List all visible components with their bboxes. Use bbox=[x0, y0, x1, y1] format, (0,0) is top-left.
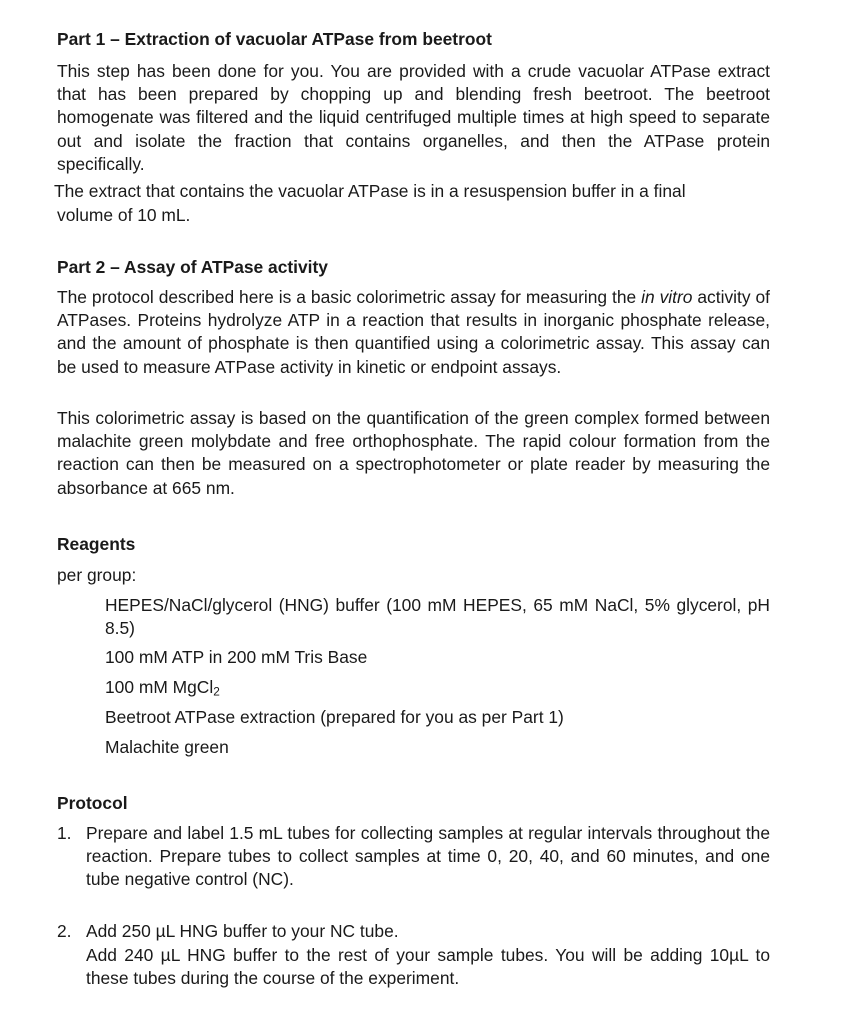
reagent-item-mgcl2: 100 mM MgCl$_2$ bbox=[105, 677, 220, 699]
part2-paragraph-1: The protocol described here is a basic colorimetric assay for measuring the in vitro activity of ATPases. Proteins hydrolyze ATP in a reaction that results in inorganic phosphate release, and the amount of phosphate is then quantified using a colorimetric assay. This assay can be used to measure ATPase activity in kinetic or endpoint assays. bbox=[57, 287, 770, 377]
reagent-item-atp: 100 mM ATP in 200 mM Tris Base bbox=[105, 647, 368, 667]
part1-paragraph-2-line1: The extract that contains the vacuolar ATPase is in a resuspension buffer in a final bbox=[54, 181, 686, 201]
part1-paragraph-2-line2: volume of 10 mL. bbox=[57, 205, 191, 225]
reagent-item-hng-buffer: HEPES/NaCl/glycerol (HNG) buffer (100 mM HEPES, 65 mM NaCl, 5% glycerol, pH 8.5) bbox=[105, 595, 770, 639]
part2-paragraph-2: This colorimetric assay is based on the quantification of the green complex formed between malachite green molybdate and free orthophosphate. The rapid colour formation from the reaction can then be measured on a spectrophotometer or plate reader by measuring the absorbance at 665 nm. bbox=[57, 408, 770, 498]
part1-heading: Part 1 – Extraction of vacuolar ATPase from beetroot bbox=[57, 29, 492, 49]
step-2-line2: Add 240 µL HNG buffer to the rest of your sample tubes. You will be adding 10µL to these tubes during the course of the experiment. bbox=[86, 945, 770, 989]
step-1-text: Prepare and label 1.5 mL tubes for collecting samples at regular intervals throughout the reaction. Prepare tubes to collect samples at time 0, 20, 40, and 60 minutes, and one tube negative control (NC). bbox=[86, 823, 770, 890]
part2-heading: Part 2 – Assay of ATPase activity bbox=[57, 257, 328, 277]
step-1-number: 1. bbox=[57, 823, 72, 843]
protocol-heading: Protocol bbox=[57, 793, 128, 813]
step-2-line1: Add 250 µL HNG buffer to your NC tube. bbox=[86, 921, 399, 941]
reagent-item-malachite-green: Malachite green bbox=[105, 737, 229, 757]
reagents-per-group: per group: bbox=[57, 565, 137, 585]
step-2-number: 2. bbox=[57, 921, 72, 941]
part1-paragraph-1: This step has been done for you. You are provided with a crude vacuolar ATPase extract that has been prepared by chopping up and blending fresh beetroot. The beetroot homogenate was filtered and the liquid centrifuged multiple times at high speed to separate out and isolate the fraction that contains organelles, and then the ATPase protein specifically. bbox=[57, 61, 770, 174]
in-vitro-italic: in vitro bbox=[641, 287, 693, 307]
reagents-heading: Reagents bbox=[57, 534, 136, 554]
reagent-item-beetroot-extract: Beetroot ATPase extraction (prepared for you as per Part 1) bbox=[105, 707, 564, 727]
